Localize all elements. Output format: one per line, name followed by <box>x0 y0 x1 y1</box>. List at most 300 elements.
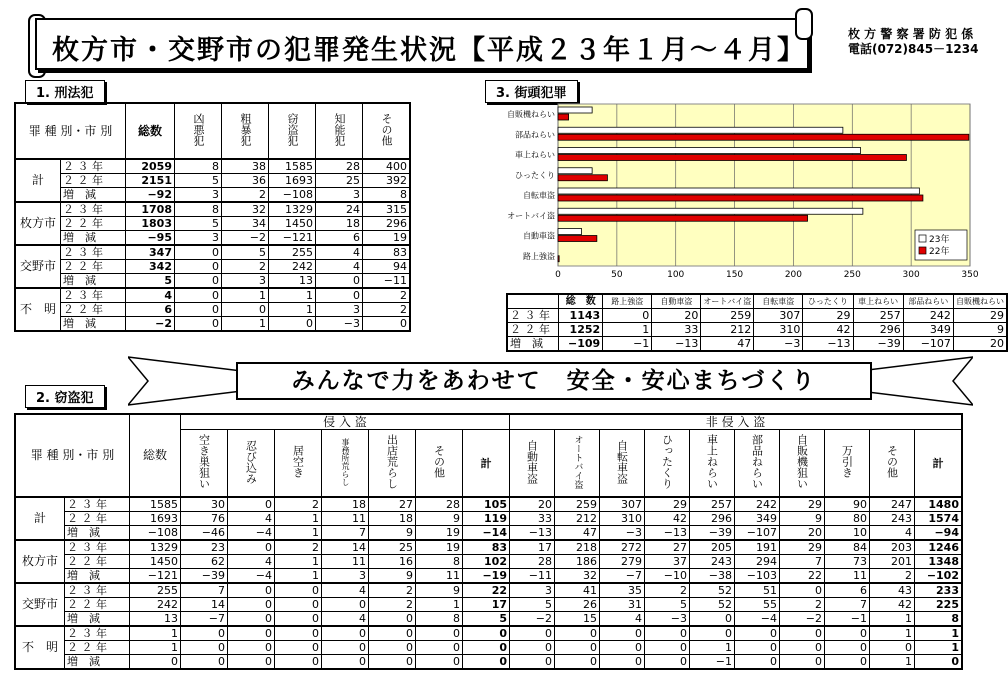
table-cell: 1708 <box>126 202 175 217</box>
chart-tick-label: 0 <box>555 270 561 280</box>
table-cell: 0 <box>322 598 369 612</box>
table-cell: 0 <box>228 626 275 641</box>
table-cell: 1329 <box>130 540 181 555</box>
group-label: 不 明 <box>15 288 61 331</box>
column-header: 計 <box>915 430 963 498</box>
table-cell: 29 <box>953 309 1007 323</box>
table-cell: 0 <box>175 317 222 332</box>
table-cell: 36 <box>222 174 269 188</box>
table-cell: 255 <box>130 583 181 598</box>
table-cell: 20 <box>510 497 555 512</box>
table-cell: 259 <box>701 309 754 323</box>
table-cell: 0 <box>275 641 322 655</box>
table-cell: 2059 <box>126 159 175 174</box>
column-header: 路上強盗 <box>603 294 652 309</box>
table-cell: 0 <box>175 288 222 303</box>
column-header-text: ひったくり <box>660 434 674 489</box>
table-cell: 5 <box>175 174 222 188</box>
column-header <box>555 430 600 498</box>
table-cell: 43 <box>870 583 915 598</box>
table-cell: 2 <box>369 598 416 612</box>
chart-category-label: 自販機ねらい <box>507 110 555 120</box>
row-label: 増 減 <box>61 188 126 203</box>
table-cell: 5 <box>175 217 222 231</box>
table-cell: −39 <box>690 526 735 541</box>
table-cell: 2151 <box>126 174 175 188</box>
table-cell: 0 <box>275 598 322 612</box>
table-row <box>15 497 962 512</box>
table-cell: 37 <box>645 555 690 569</box>
chart-bar <box>558 114 569 120</box>
table-cell: 1803 <box>126 217 175 231</box>
chart-bar <box>558 127 843 133</box>
table-cell: 29 <box>780 497 825 512</box>
table-row <box>15 612 962 627</box>
column-header-text: 出店荒らし <box>385 434 399 489</box>
table-cell: 7 <box>780 555 825 569</box>
table-cell: 294 <box>735 555 780 569</box>
table-cell: 31 <box>600 598 645 612</box>
table-cell: 16 <box>369 555 416 569</box>
table-cell: 0 <box>780 626 825 641</box>
table-cell: 0 <box>316 274 363 289</box>
penal-code-table <box>14 102 411 332</box>
table-cell: 1450 <box>130 555 181 569</box>
chart-category-label: 路上強盗 <box>523 251 555 261</box>
table-cell: 247 <box>870 497 915 512</box>
table-cell: 347 <box>126 245 175 260</box>
chart-legend-label: 23年 <box>929 235 950 245</box>
column-header-text: その他 <box>380 113 393 146</box>
column-header-total: 総数 <box>130 414 181 497</box>
table-cell: 32 <box>555 569 600 584</box>
row-label: ２ ２ 年 <box>507 323 559 337</box>
chart-tick-label: 200 <box>784 270 803 280</box>
table-header-row <box>15 414 962 430</box>
table-cell: 4 <box>870 526 915 541</box>
column-header: オートバイ盗 <box>701 294 754 309</box>
table-cell: 22 <box>463 583 510 598</box>
table-cell: 1246 <box>915 540 963 555</box>
row-label: ２ ３ 年 <box>61 245 126 260</box>
table-cell: 1 <box>222 317 269 332</box>
column-header-text: 自動車盗 <box>525 439 539 484</box>
column-header <box>363 103 411 159</box>
column-header-text: 忍び込み <box>244 439 258 484</box>
table-cell: −11 <box>363 274 411 289</box>
group-header-intrusion: 侵 入 盗 <box>181 414 510 430</box>
table-cell: 1 <box>222 288 269 303</box>
table-cell: 349 <box>903 323 953 337</box>
table-cell: 0 <box>645 626 690 641</box>
table-cell: 3 <box>175 188 222 203</box>
table-cell: 3 <box>316 188 363 203</box>
table-cell: 255 <box>269 245 316 260</box>
row-label: ２ ３ 年 <box>65 626 130 641</box>
table-cell: 2 <box>780 598 825 612</box>
table-cell: 212 <box>555 512 600 526</box>
table-cell: −11 <box>510 569 555 584</box>
chart-tick-label: 350 <box>961 270 979 280</box>
column-header: 部品ねらい <box>903 294 953 309</box>
table-row <box>15 583 962 598</box>
column-header <box>510 430 555 498</box>
table-cell: 11 <box>825 569 870 584</box>
table-cell: 259 <box>555 497 600 512</box>
slogan-banner: みんなで力をあわせて 安全・安心まちづくり <box>236 362 872 400</box>
table-header-row <box>15 103 410 159</box>
table-row <box>15 317 410 332</box>
table-cell: 0 <box>322 641 369 655</box>
column-header <box>416 430 463 498</box>
table-row <box>15 231 410 246</box>
group-label: 枚方市 <box>15 202 61 245</box>
table-cell: 11 <box>322 512 369 526</box>
section1-label: 1. 刑法犯 <box>25 80 105 103</box>
table-cell: 7 <box>322 526 369 541</box>
table-cell: 1 <box>269 288 316 303</box>
table-cell: 218 <box>555 540 600 555</box>
table-cell: 9 <box>780 512 825 526</box>
column-header-text: 車上ねらい <box>705 434 719 489</box>
table-cell: 349 <box>735 512 780 526</box>
table-cell: 3 <box>322 569 369 584</box>
row-label: ２ ２ 年 <box>65 641 130 655</box>
table-cell: 0 <box>228 641 275 655</box>
table-cell: −7 <box>181 612 228 627</box>
column-header-text: 部品ねらい <box>750 434 764 489</box>
table-cell: 0 <box>463 641 510 655</box>
row-label: 増 減 <box>65 569 130 584</box>
table-cell: 29 <box>780 540 825 555</box>
table-cell: 0 <box>369 641 416 655</box>
table-cell: −3 <box>316 317 363 332</box>
table-cell: 18 <box>369 512 416 526</box>
column-header <box>825 430 870 498</box>
row-label: 増 減 <box>65 612 130 627</box>
table-cell: 0 <box>416 655 463 670</box>
table-header-row <box>507 294 1007 309</box>
table-cell: 29 <box>645 497 690 512</box>
table-cell: −14 <box>463 526 510 541</box>
table-row <box>15 598 962 612</box>
table-cell: 0 <box>130 655 181 670</box>
table-cell: 22 <box>780 569 825 584</box>
table-cell: 23 <box>181 540 228 555</box>
table-cell: 296 <box>853 323 903 337</box>
table-row <box>15 217 410 231</box>
table-cell: 25 <box>316 174 363 188</box>
table-cell: 8 <box>175 202 222 217</box>
row-label: 増 減 <box>61 231 126 246</box>
column-header: 計 <box>463 430 510 498</box>
table-cell: −4 <box>735 612 780 627</box>
table-cell: 14 <box>181 598 228 612</box>
table-cell: −4 <box>228 569 275 584</box>
org-contact <box>848 27 978 57</box>
table-cell: 0 <box>555 626 600 641</box>
table-cell: 9 <box>953 323 1007 337</box>
column-header <box>690 430 735 498</box>
table-cell: 0 <box>322 655 369 670</box>
table-cell: 1252 <box>559 323 603 337</box>
table-cell: 310 <box>754 323 803 337</box>
table-cell: −39 <box>853 337 903 352</box>
chart-category-label: オートバイ盗 <box>507 211 555 221</box>
table-cell: 191 <box>735 540 780 555</box>
table-cell: 0 <box>780 655 825 670</box>
chart-tick-label: 250 <box>843 270 861 280</box>
group-label: 不 明 <box>15 626 65 669</box>
section3-label: 3. 街頭犯罪 <box>485 80 578 103</box>
table-cell: 4 <box>316 245 363 260</box>
table-cell: 1 <box>275 569 322 584</box>
table-cell: 212 <box>701 323 754 337</box>
table-cell: 18 <box>322 497 369 512</box>
table-cell: 0 <box>555 641 600 655</box>
table-cell: 19 <box>416 526 463 541</box>
column-header-text: 粗暴犯 <box>239 113 252 146</box>
column-header-text: 知能犯 <box>333 113 346 146</box>
table-cell: 9 <box>416 512 463 526</box>
table-cell: 0 <box>275 626 322 641</box>
column-header-text: 居空き <box>291 445 305 478</box>
table-cell: 0 <box>555 655 600 670</box>
table-cell: 20 <box>780 526 825 541</box>
table-cell: 1329 <box>269 202 316 217</box>
table-cell: 0 <box>175 303 222 317</box>
table-cell: −103 <box>735 569 780 584</box>
row-label: ２ ２ 年 <box>61 303 126 317</box>
table-row <box>15 641 962 655</box>
row-label: ２ ３ 年 <box>61 202 126 217</box>
table-cell: 0 <box>510 655 555 670</box>
table-cell: 0 <box>780 641 825 655</box>
table-cell: 4 <box>228 555 275 569</box>
column-header: 自動車盗 <box>652 294 701 309</box>
column-header: ひったくり <box>803 294 853 309</box>
table-cell: 47 <box>701 337 754 352</box>
table-cell: 6 <box>316 231 363 246</box>
table-cell: 41 <box>555 583 600 598</box>
column-header-text: 凶悪犯 <box>192 113 205 146</box>
table-row <box>15 655 962 670</box>
table-cell: 5 <box>645 598 690 612</box>
table-cell: −2 <box>780 612 825 627</box>
table-cell: 1585 <box>130 497 181 512</box>
table-cell: 42 <box>645 512 690 526</box>
table-cell: 0 <box>228 598 275 612</box>
column-header-text: 事務所荒らし <box>341 437 350 486</box>
table-cell: 1 <box>269 303 316 317</box>
table-cell: 17 <box>463 598 510 612</box>
table-cell: 6 <box>126 303 175 317</box>
table-cell: −107 <box>903 337 953 352</box>
chart-category-label: ひったくり <box>515 170 555 180</box>
row-label: ２ ２ 年 <box>61 260 126 274</box>
table-cell: 26 <box>555 598 600 612</box>
chart-tick-label: 150 <box>725 270 744 280</box>
group-label: 交野市 <box>15 583 65 626</box>
table-cell: 0 <box>735 655 780 670</box>
table-cell: 0 <box>690 626 735 641</box>
table-cell: 1480 <box>915 497 963 512</box>
table-cell: 0 <box>510 626 555 641</box>
table-cell: 0 <box>369 612 416 627</box>
table-cell: 1 <box>603 323 652 337</box>
table-cell: 0 <box>600 641 645 655</box>
table-cell: −108 <box>130 526 181 541</box>
table-cell: 15 <box>555 612 600 627</box>
table-cell: 80 <box>825 512 870 526</box>
table-cell: 0 <box>181 626 228 641</box>
table-row <box>15 569 962 584</box>
table-cell: 4 <box>322 583 369 598</box>
table-cell: 5 <box>222 245 269 260</box>
table-cell: 94 <box>363 260 411 274</box>
table-cell: 1574 <box>915 512 963 526</box>
table-cell: 7 <box>181 583 228 598</box>
table-cell: −1 <box>690 655 735 670</box>
table-cell: 0 <box>915 655 963 670</box>
table-cell: 342 <box>126 260 175 274</box>
org-name: 枚 方 警 察 署 防 犯 係 <box>848 27 974 41</box>
table-cell: 20 <box>652 309 701 323</box>
table-cell: 1 <box>130 641 181 655</box>
row-label: 増 減 <box>507 337 559 352</box>
column-header <box>322 430 369 498</box>
table-cell: −3 <box>645 612 690 627</box>
table-cell: 8 <box>175 159 222 174</box>
table-cell: 32 <box>222 202 269 217</box>
table-cell: 296 <box>690 512 735 526</box>
table-row <box>15 626 962 641</box>
table-cell: 119 <box>463 512 510 526</box>
table-row <box>15 512 962 526</box>
table-row <box>15 303 410 317</box>
table-cell: 1 <box>275 526 322 541</box>
column-header <box>780 430 825 498</box>
table-cell: 14 <box>322 540 369 555</box>
street-crime-table <box>506 293 1008 352</box>
table-cell: 0 <box>228 540 275 555</box>
table-cell: −13 <box>803 337 853 352</box>
table-cell: 0 <box>690 612 735 627</box>
table-cell: 33 <box>510 512 555 526</box>
table-cell: 225 <box>915 598 963 612</box>
table-cell: 3 <box>510 583 555 598</box>
chart-bar <box>558 256 559 262</box>
table-cell: 11 <box>322 555 369 569</box>
theft-table-wrap <box>14 413 963 670</box>
table-cell: −19 <box>463 569 510 584</box>
table-cell: 1693 <box>269 174 316 188</box>
row-label: 増 減 <box>65 526 130 541</box>
table-cell: −2 <box>222 231 269 246</box>
column-header <box>181 430 228 498</box>
table-cell: 34 <box>222 217 269 231</box>
table-cell: 400 <box>363 159 411 174</box>
table-cell: 10 <box>825 526 870 541</box>
table-cell: 310 <box>600 512 645 526</box>
row-label: ２ ３ 年 <box>61 159 126 174</box>
chart-legend-label: 22年 <box>929 247 950 257</box>
table-cell: 242 <box>130 598 181 612</box>
table-cell: −7 <box>600 569 645 584</box>
table-cell: 2 <box>275 497 322 512</box>
table-cell: 7 <box>825 598 870 612</box>
table-cell: 83 <box>363 245 411 260</box>
row-label: 増 減 <box>61 317 126 332</box>
chart-category-label: 車上ねらい <box>515 150 555 160</box>
chart-bar <box>558 107 592 113</box>
table-cell: 242 <box>735 497 780 512</box>
table-row <box>15 260 410 274</box>
table-cell: 84 <box>825 540 870 555</box>
table-cell: 0 <box>228 497 275 512</box>
table-cell: 1 <box>870 626 915 641</box>
table-cell: 257 <box>690 497 735 512</box>
table-cell: 42 <box>803 323 853 337</box>
table-cell: 0 <box>825 626 870 641</box>
street-crime-chart <box>470 100 990 285</box>
group-label: 枚方市 <box>15 540 65 583</box>
table-cell: 105 <box>463 497 510 512</box>
table-cell: 3 <box>222 274 269 289</box>
table-cell: 1 <box>690 641 735 655</box>
column-header: 自販機ねらい <box>953 294 1007 309</box>
column-header <box>175 103 222 159</box>
chart-category-label: 自動車盗 <box>523 231 555 241</box>
table-cell: 52 <box>690 583 735 598</box>
table-row <box>15 274 410 289</box>
table-cell: 0 <box>463 626 510 641</box>
column-header-text: その他 <box>885 445 899 478</box>
table-cell: 35 <box>600 583 645 598</box>
table-cell: −1 <box>603 337 652 352</box>
table-cell: 4 <box>228 512 275 526</box>
column-header-text: 万引き <box>840 445 854 478</box>
table-cell: 19 <box>363 231 411 246</box>
penal-code-table-wrap <box>14 102 411 332</box>
table-cell: 0 <box>825 641 870 655</box>
column-header: 自転車盗 <box>754 294 803 309</box>
table-cell: 8 <box>416 555 463 569</box>
table-row <box>507 337 1007 352</box>
column-header <box>735 430 780 498</box>
row-label: ２ ２ 年 <box>65 512 130 526</box>
column-header-text: オートバイ盗 <box>572 434 583 489</box>
column-header <box>275 430 322 498</box>
chart-tick-label: 100 <box>667 270 685 280</box>
table-cell: 6 <box>825 583 870 598</box>
row-label: 増 減 <box>61 274 126 289</box>
table-cell: 62 <box>181 555 228 569</box>
table-cell: 83 <box>463 540 510 555</box>
table-cell: 0 <box>369 626 416 641</box>
table-cell: 0 <box>275 612 322 627</box>
table-row <box>15 245 410 260</box>
table-cell: 9 <box>369 569 416 584</box>
table-cell: 4 <box>316 260 363 274</box>
chart-bar <box>558 229 582 235</box>
table-cell: −2 <box>510 612 555 627</box>
table-row <box>15 202 410 217</box>
table-cell: 0 <box>870 641 915 655</box>
table-cell: 9 <box>369 526 416 541</box>
table-cell: 0 <box>175 245 222 260</box>
chart-bar <box>558 134 969 140</box>
